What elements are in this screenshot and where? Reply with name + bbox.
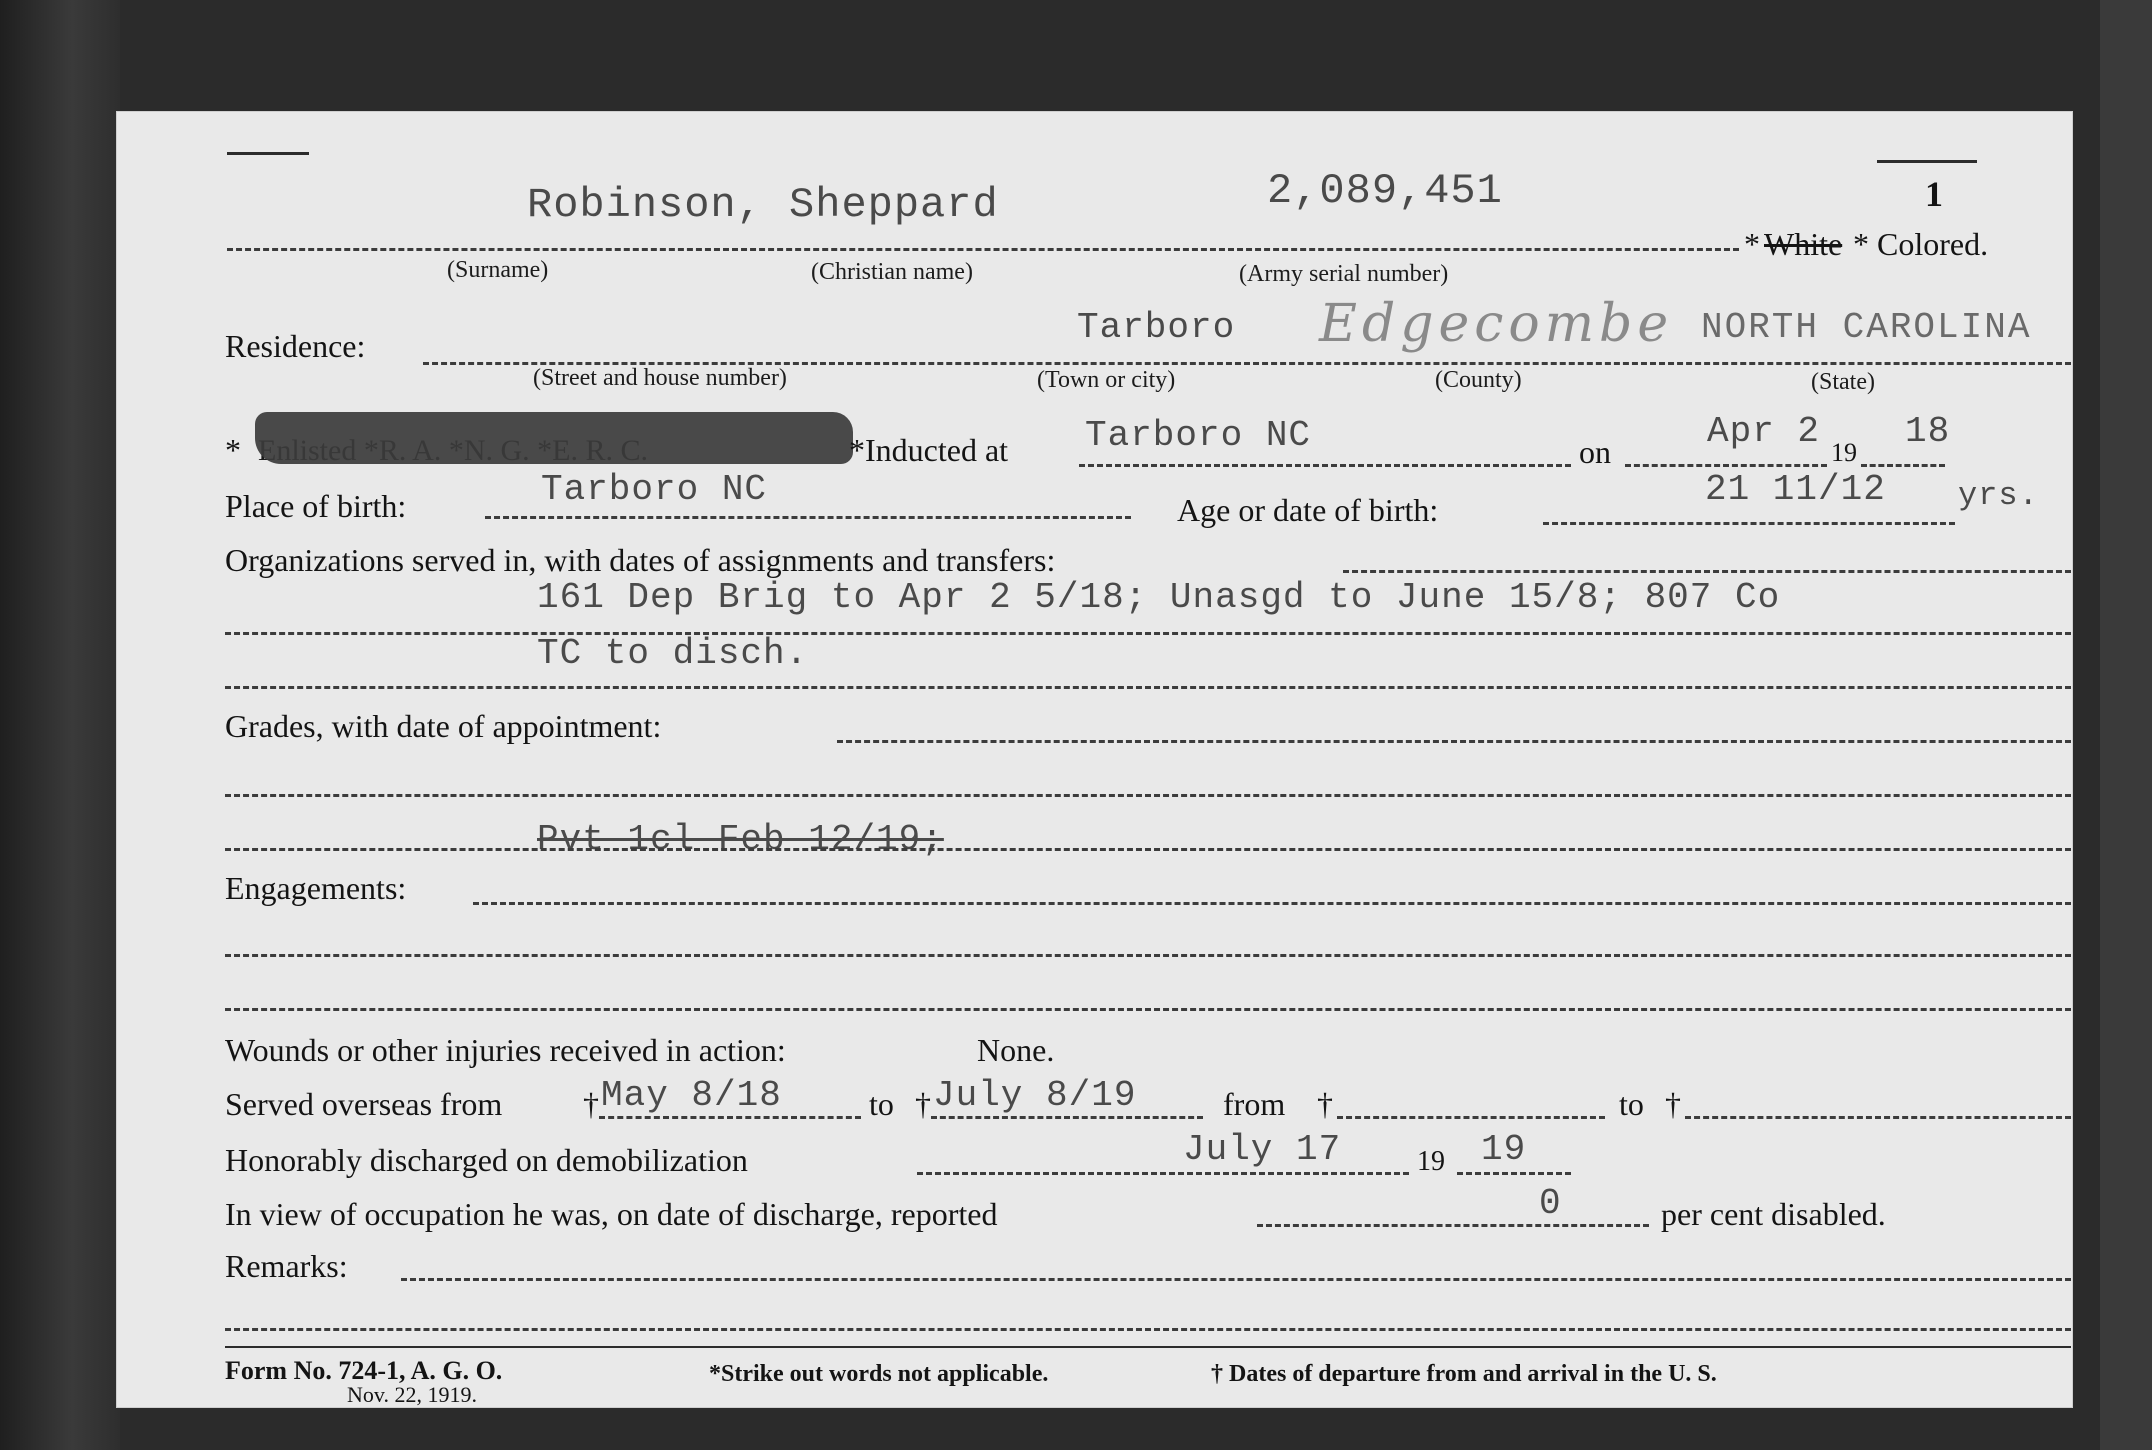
organizations-line-2 [225, 632, 2071, 635]
organizations-text-1: 161 Dep Brig to Apr 2 5/18; Unasgd to June 15/8; 807 Co [537, 577, 1781, 618]
discharge-year-line [1457, 1172, 1571, 1175]
residence-label: Residence: [225, 328, 366, 364]
discharge-year: 19 [1481, 1129, 1527, 1170]
caption-christian-name: (Christian name) [811, 259, 973, 285]
age-value: 21 11/12 [1705, 469, 1886, 510]
induction-date-line [1625, 464, 1827, 467]
occupation-label: In view of occupation he was, on date of discharge, reported [225, 1196, 998, 1232]
from-label-2: from [1223, 1086, 1286, 1122]
remarks-line-2 [225, 1328, 2071, 1331]
organizations-line-3 [225, 686, 2071, 689]
organizations-line-1 [1343, 570, 2071, 573]
name-value: Robinson, Sheppard [527, 181, 999, 229]
age-label: Age or date of birth: [1177, 492, 1439, 528]
organizations-label: Organizations served in, with dates of assignments and transfers: [225, 542, 1056, 578]
grades-line-2 [225, 794, 2071, 797]
disability-value: 0 [1539, 1183, 1562, 1224]
wounds-value: None. [977, 1032, 1055, 1068]
discharge-year-prefix: 19 [1417, 1146, 1445, 1177]
form-number: Form No. 724-1, A. G. O. [225, 1356, 503, 1385]
race-asterisk: * [1744, 226, 1760, 262]
enlist-asterisk: * [225, 432, 241, 468]
card-number: 1 [1925, 174, 1943, 214]
race-white: White [1764, 226, 1843, 262]
induction-year: 18 [1905, 411, 1951, 452]
overseas-from-2-line [1337, 1116, 1605, 1119]
name-line [227, 248, 1739, 251]
inducted-at-value: Tarboro NC [1085, 415, 1312, 456]
form-date: Nov. 22, 1919. [347, 1382, 477, 1407]
place-of-birth-label: Place of birth: [225, 488, 407, 524]
engagements-label: Engagements: [225, 870, 407, 906]
grades-line-1 [837, 740, 2071, 743]
residence-county: Edgecombe [1319, 294, 1674, 354]
dagger-1: † [583, 1086, 599, 1122]
service-record-card [116, 111, 2073, 1408]
caption-army-serial: (Army serial number) [1239, 261, 1449, 287]
dagger-4: † [1665, 1086, 1681, 1122]
dagger-3: † [1317, 1086, 1333, 1122]
overseas-to-1: July 8/19 [933, 1075, 1137, 1116]
grades-line-3 [225, 848, 2071, 851]
caption-street: (Street and house number) [533, 365, 787, 391]
place-of-birth-line [485, 516, 1131, 519]
induction-year-line [1861, 464, 1945, 467]
induction-year-prefix: 19 [1831, 438, 1857, 467]
strike-note: *Strike out words not applicable. [709, 1361, 1049, 1387]
engagements-line-3 [225, 1008, 2071, 1011]
serial-value: 2,089,451 [1267, 167, 1503, 215]
card-number-rule [1877, 160, 1977, 163]
remarks-label: Remarks: [225, 1248, 348, 1284]
inducted-at-line [1079, 464, 1571, 467]
engagements-line-1 [473, 902, 2071, 905]
on-label: on [1579, 434, 1611, 470]
footer-rule [225, 1346, 2071, 1348]
served-overseas-label: Served overseas from [225, 1086, 503, 1122]
corner-rule [227, 152, 309, 155]
caption-town: (Town or city) [1037, 367, 1176, 393]
honorably-discharged-label: Honorably discharged on demobilization [225, 1142, 748, 1178]
caption-state: (State) [1811, 369, 1875, 395]
dagger-note: † Dates of departure from and arrival in the U. S. [1211, 1361, 1717, 1387]
overseas-from-1: May 8/18 [601, 1075, 782, 1116]
place-of-birth-value: Tarboro NC [541, 469, 768, 510]
overseas-to-1-line [931, 1116, 1203, 1119]
to-label-2: to [1619, 1086, 1644, 1122]
dagger-2: † [915, 1086, 931, 1122]
inducted-at-label: *Inducted at [849, 432, 1009, 468]
race-colored: * Colored. [1853, 226, 1989, 262]
wounds-label: Wounds or other injuries received in action: [225, 1032, 786, 1068]
redaction-blot [255, 412, 853, 464]
scan-right-edge [2100, 0, 2152, 1450]
induction-date: Apr 2 [1707, 411, 1821, 452]
remarks-line-1 [401, 1278, 2071, 1281]
per-cent-label: per cent disabled. [1661, 1196, 1886, 1232]
scan-left-edge [0, 0, 120, 1450]
age-unit: yrs. [1958, 477, 2039, 514]
residence-state: NORTH CAROLINA [1701, 307, 2032, 348]
discharge-date-line [917, 1172, 1409, 1175]
discharge-date: July 17 [1183, 1129, 1342, 1170]
grades-label: Grades, with date of appointment: [225, 708, 662, 744]
overseas-from-1-line [599, 1116, 861, 1119]
overseas-to-2-line [1685, 1116, 2071, 1119]
caption-county: (County) [1435, 367, 1522, 393]
residence-town: Tarboro [1077, 307, 1236, 348]
age-line [1543, 522, 1955, 525]
engagements-line-2 [225, 954, 2071, 957]
to-label-1: to [869, 1086, 894, 1122]
organizations-text-2: TC to disch. [537, 633, 809, 674]
caption-surname: (Surname) [447, 257, 549, 283]
grades-entry-struck: Pvt 1cl Feb 12/19; [537, 819, 944, 860]
disability-line [1257, 1224, 1649, 1227]
